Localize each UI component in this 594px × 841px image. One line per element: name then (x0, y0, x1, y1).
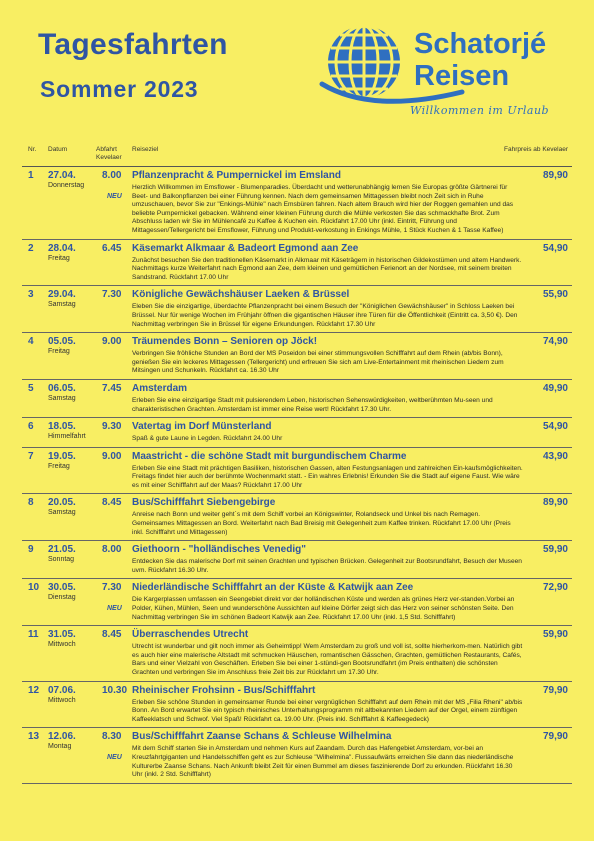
table-row (22, 728, 572, 783)
trip-price: 54,90 (542, 421, 568, 433)
trip-date: 21.05. (48, 544, 76, 556)
table-row (22, 286, 572, 333)
trip-number: 8 (28, 497, 34, 509)
table-row (22, 448, 572, 495)
trip-title: Käsemarkt Alkmaar & Badeort Egmond aan Zee (132, 242, 359, 254)
trip-number: 4 (28, 336, 34, 348)
departure-time: 7.45 (102, 382, 122, 394)
table-row (22, 682, 572, 729)
trip-date: 27.04. (48, 170, 76, 181)
col-price: Fahrpreis ab Kevelaer (504, 146, 568, 153)
trip-price: 74,90 (542, 336, 568, 348)
trip-description: Spaß & gute Laune in Legden. Rückfahrt 24.00 Uhr (132, 435, 283, 443)
trip-number: 10 (28, 582, 40, 594)
trip-price: 59,90 (542, 544, 568, 556)
trip-date: 18.05. (48, 421, 76, 433)
trip-weekday: Montag (48, 743, 72, 751)
trip-price: 49,90 (542, 382, 568, 394)
trip-title: Bus/Schifffahrt Siebengebirge (132, 497, 276, 509)
trip-description: Erleben Sie schöne Stunden in gemeinsamer Runde bei einer vergnüglichen Schifffahrt auf dem Rhein mit der MS „Filia Rheni" ab/bis Bonn. An Bord erwartet Sie ein typisch rheinisches Unterhaltungsprogramm mit altbekannten Liedern auf der Orgel, einem zünftigen Kaffeeklatsch und Schwof. Viel Spaß! Rückfahrt ca. 19.00 Uhr. (Preis inkl. Schifffahrt & Kaffeegedeck) (132, 698, 523, 723)
trip-description: Herzlich Willkommen im Emsflower - Blumenparadies. Überdacht und wetterunabhängig lernen Sie Europas größte Gärtnerei für Beet- und Balkonpflanzen bei einer Führung kennen. Nach dem gemeinsamen Mittagessen bleibt noch Zeit sich in Ruhe umzuschauen, bevor Sie zur "Enkings-Mühle" nach Emsbüren fahren. Nach altem Brauch wird hier der Roggen gemahlen und das beliebte Pumpernickel gebacken. Während einer kleinen Führung durch die Mühle verkosten Sie das schmackhafte Brot. Zum Abschluss laden wir Sie im Mühlencafé zu Kaffee & Kuchen ein. Rückfahrt 17.00 Uhr (inkl. Eintritt, Führung und Mittagessen/Tellergericht bei Emsflower, Führung und Produkt-verkostung in Enkings Mühle, 1 Stück Kuchen & 1 Tasse Kaffee) (132, 184, 514, 234)
table-header (22, 145, 572, 167)
trip-title: Rheinischer Frohsinn - Bus/Schifffahrt (132, 684, 316, 696)
trip-number: 1 (28, 170, 34, 181)
table-row (22, 380, 572, 418)
trip-description: Entdecken Sie das malerische Dorf mit seinen Grachten und typischen Brücken. Gelegenheit zur Bootsrundfahrt, Besuch der Museen uvm. Rückfahrt 16.30 Uhr. (132, 558, 522, 574)
departure-time: 9.00 (102, 450, 122, 462)
trip-weekday: Samstag (48, 301, 76, 309)
trip-description: Erleben Sie eine einzigartige Stadt mit pulsierendem Leben, historischen Sehenswürdigkeiten, weltberühmten Mu-seen und charakteristischen Grachten. Amsterdam ist immer eine Reise wert! Rückfahrt 17.30 Uhr. (132, 396, 493, 413)
trip-description: Erleben Sie eine Stadt mit prächtigen Basiliken, historischen Gassen, alten Festungsanlagen und zahlreichen Ein-kaufsmöglichkeiten. Freitags findet hier auch der berühmte Wochenmarkt statt. - Ein wahres Erlebnis! Erkunden Sie die Stadt auf eigene Faust. Wie wäre es mit einer Schifffahrt auf der Maas? Rückfahrt 17.00 Uhr (132, 464, 523, 489)
trip-weekday: Freitag (48, 348, 70, 356)
new-badge: NEU (107, 605, 122, 613)
trip-date: 05.05. (48, 336, 76, 348)
trip-price: 89,90 (542, 497, 568, 509)
trip-price: 59,90 (542, 629, 568, 641)
trip-description: Anreise nach Bonn und weiter geht´s mit dem Schiff vorbei an Königswinter, Rolandseck und Unkel bis nach Remagen. Gemeinsames Mittagessen an Bord. Weiterfahrt nach Bad Breisig mit Gelegenheit zum Kaffee trinken. Rückfahrt 17.00 Uhr (Preis inkl. Schifffahrt und Mittagessen) (132, 511, 511, 536)
new-badge: NEU (107, 193, 122, 200)
trip-description: Utrecht ist wunderbar und gilt noch immer als Geheimtipp! Wem Amsterdam zu groß und voll ist, sollte hierherkom-men. Natürlich gibt es auch hier eine malerische Altstadt mit schmucken Häuschen, romantischen Gässchen, Grachten, gemütlichen Restaurants, Cafés, Bars und einer Vielzahl von Geschäften. Erleben Sie bei einer 1-stündi-gen Bootsrundfahrt (im Preis enthalten) die schönsten Grachten und verbringen Sie im Anschluss freie Zeit bis zur Rückfahrt um 17.30 Uhr. (132, 643, 523, 676)
trip-description: Verbringen Sie fröhliche Stunden an Bord der MS Poseidon bei einer stimmungsvollen Schifffahrt auf dem Rhein (ab/bis Bonn), genießen Sie ein leckeres Mittagessen (Tellergericht) und erfreuen Sie sich am Live-Entertainment mit rheinischen Liedern zum Mitsingen und Schunkeln. Rückfahrt ca. 16.30 Uhr (132, 350, 504, 375)
col-destination: Reiseziel (132, 146, 159, 153)
brand-name-line1: Schatorjé (414, 28, 547, 60)
departure-time: 10.30 (102, 684, 128, 696)
page-title: Tagesfahrten (38, 28, 228, 61)
trip-date: 28.04. (48, 242, 76, 254)
departure-time: 8.30 (102, 731, 122, 743)
trip-date: 31.05. (48, 629, 76, 641)
trip-number: 6 (28, 421, 34, 433)
departure-time: 7.30 (102, 289, 122, 301)
trip-weekday: Mittwoch (48, 641, 76, 649)
trip-number: 12 (28, 684, 40, 696)
table-row (22, 541, 572, 579)
trip-date: 12.06. (48, 731, 76, 743)
trip-price: 72,90 (542, 582, 568, 594)
trip-title: Überraschendes Utrecht (132, 629, 249, 641)
trip-number: 3 (28, 289, 34, 301)
col-date: Datum (48, 146, 68, 153)
trip-number: 5 (28, 382, 34, 394)
trip-title: Bus/Schifffahrt Zaanse Schans & Schleuse Wilhelmina (132, 731, 392, 743)
col-nr: Nr. (28, 146, 37, 153)
table-row (22, 579, 572, 626)
departure-time: 9.00 (102, 336, 122, 348)
trip-weekday: Samstag (48, 394, 76, 402)
departure-time: 8.00 (102, 170, 122, 181)
trip-weekday: Samstag (48, 509, 76, 517)
table-row (22, 166, 572, 240)
trip-date: 20.05. (48, 497, 76, 509)
trip-title: Giethoorn - "holländisches Venedig" (132, 544, 306, 556)
trip-description: Zunächst besuchen Sie den traditionellen Käsemarkt in Alkmaar mit Käseträgern in historischen Gildekostümen und altem Handwerk. Nachmittags kurze Weiterfahrt nach Egmond aan Zee, dem kleinen und gemütlichen Ferienort an der Nordsee, mit seinem breiten Sandstrand. Rückfahrt 17.00 Uhr (132, 256, 522, 281)
trip-price: 54,90 (542, 242, 568, 254)
trip-price: 79,90 (542, 731, 568, 743)
trip-price: 55,90 (542, 289, 568, 301)
departure-time: 8.45 (102, 629, 122, 641)
trip-title: Königliche Gewächshäuser Laeken & Brüssel (132, 289, 350, 301)
trip-title: Maastricht - die schöne Stadt mit burgundischem Charme (132, 450, 407, 462)
departure-time: 6.45 (102, 242, 122, 254)
trip-number: 13 (28, 731, 40, 743)
trip-price: 43,90 (542, 450, 568, 462)
table-row (22, 333, 572, 380)
trip-weekday: Himmelfahrt (48, 433, 86, 441)
trip-description: Die Kargerplassen umfassen ein Seengebiet direkt vor der holländischen Küste und werden als grünes Herz ver-standen.Vorbei an Polder, Kühen, Mühlen, Seen und wunderschöne Aussichten auf kleine Dörfer zeigt sich das Herz von seiner schönsten Seite. Den Nachmittag verbringen Sie im schönen Badeort Katwijk aan Zee. Rückfahrt 17.00 Uhr (inkl. 1,5 Std. Schifffahrt) (132, 596, 515, 621)
trip-weekday: Mittwoch (48, 696, 76, 704)
new-badge: NEU (107, 754, 122, 762)
trip-table (22, 166, 572, 784)
trip-price: 79,90 (542, 684, 568, 696)
departure-time: 8.45 (102, 497, 122, 509)
trip-number: 9 (28, 544, 34, 556)
trip-date: 29.04. (48, 289, 76, 301)
departure-time: 9.30 (102, 421, 122, 433)
table-row (22, 240, 572, 287)
trip-price: 89,90 (542, 170, 568, 181)
table-row (22, 418, 572, 448)
trip-weekday: Dienstag (48, 594, 76, 602)
trip-description: Mit dem Schiff starten Sie in Amsterdam und nehmen Kurs auf Zaandam. Durch das Hafengebiet Amsterdam, vor-bei an Kreuzfahrtgiganten und Handelsschiffen geht es zur Schleuse "Wilhelmina". Flussaufwärts erreichen Sie dann das niederländische Kulturerbe Zaanse Schans. Nach Ankunft bleibt Zeit für einen Bummel am dieses faszinierende Dorf zu erkunden. Rückfahrt 16.30 Uhr (inkl. 2 Std. Schifffahrt) (132, 745, 514, 779)
trip-date: 19.05. (48, 450, 76, 462)
trip-weekday: Freitag (48, 462, 70, 470)
trip-weekday: Freitag (48, 254, 70, 262)
trip-weekday: Sonntag (48, 556, 75, 564)
trip-title: Amsterdam (132, 382, 188, 394)
trip-title: Träumendes Bonn – Senioren op Jöck! (132, 336, 318, 348)
trip-description: Eleben Sie die einzigartige, überdachte Pflanzenpracht bei einem Besuch der "Königlichen Gewächshäuser" in Schloss Laeken bei Brüssel. Nur für wenige Wochen im Frühjahr öffnen die gigantischen Häuser ihre Türen für die Öffentlichkeit (Eintritt ca. 3,50 €). Den Nachmittag verbringen Sie in Brüssel für eigene Erkundungen. Rückfahrt 17.30 Uhr (132, 303, 518, 328)
trip-number: 11 (28, 629, 39, 641)
departure-time: 8.00 (102, 544, 122, 556)
page-subtitle: Sommer 2023 (40, 76, 199, 102)
departure-time: 7.30 (102, 582, 122, 594)
brand-name-line2: Reisen (414, 60, 510, 92)
trip-date: 30.05. (48, 582, 76, 594)
table-row (22, 494, 572, 541)
brand-slogan: Willkommen im Urlaub (410, 104, 550, 117)
trip-date: 06.05. (48, 382, 76, 394)
trip-number: 7 (28, 450, 34, 462)
trip-number: 2 (28, 242, 34, 254)
trip-title: Pflanzenpracht & Pumpernickel im Emsland (132, 170, 341, 181)
trip-weekday: Donnerstag (48, 182, 85, 189)
trip-title: Niederländische Schifffahrt an der Küste & Katwijk aan Zee (132, 582, 414, 594)
col-departure: Abfahrt Kevelaer (96, 146, 122, 161)
trip-title: Vatertag im Dorf Münsterland (132, 421, 272, 433)
table-row (22, 626, 572, 681)
trip-date: 07.06. (48, 684, 76, 696)
